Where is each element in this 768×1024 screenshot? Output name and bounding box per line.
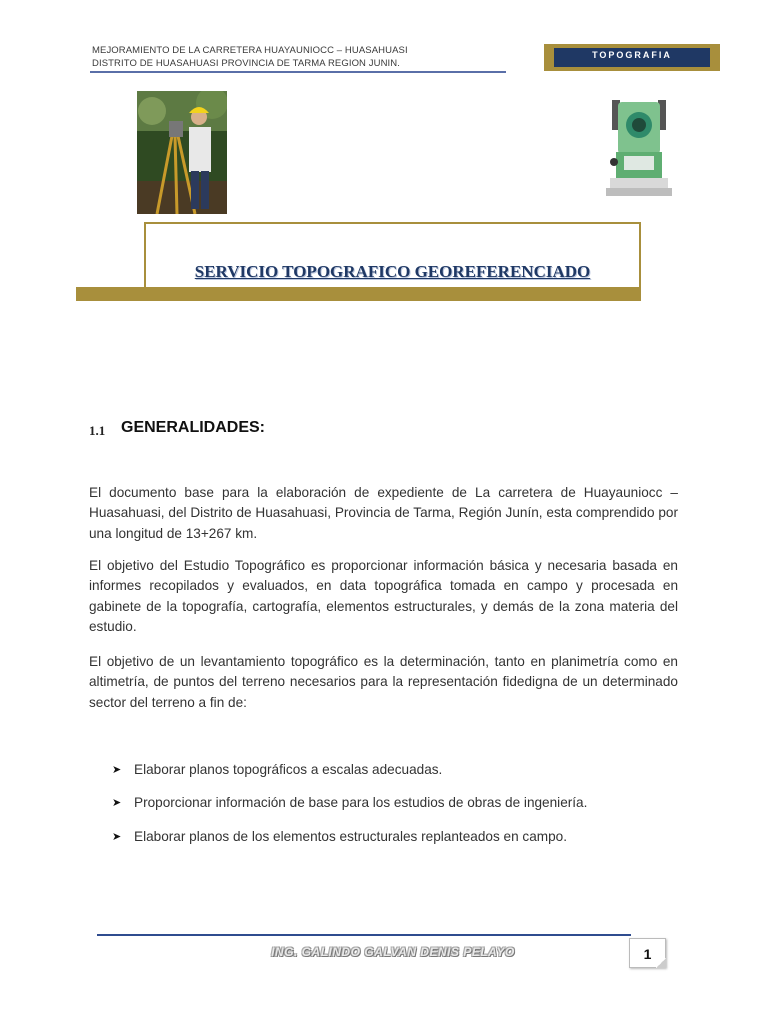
surveyor-photo bbox=[137, 91, 227, 214]
list-item bbox=[112, 826, 682, 846]
list-item bbox=[112, 759, 682, 779]
footer-divider bbox=[97, 934, 631, 936]
document-title: SERVICIO TOPOGRAFICO GEOREFERENCIADO bbox=[194, 262, 591, 281]
list-item-text: Elaborar planos topográficos a escalas adecuadas. bbox=[134, 761, 443, 777]
arrow-bullet-icon: ➤ bbox=[112, 830, 122, 843]
objectives-list bbox=[112, 759, 682, 860]
list-item-text: Elaborar planos de los elementos estructurales replanteados en campo. bbox=[134, 828, 567, 844]
header-divider bbox=[90, 71, 506, 73]
page-curl-icon bbox=[656, 958, 666, 968]
footer-author: ING. GALINDO GALVAN DENIS PELAYO bbox=[271, 945, 515, 959]
document-header bbox=[92, 44, 506, 70]
list-item bbox=[112, 793, 682, 813]
header-badge bbox=[544, 44, 720, 71]
header-line-2: DISTRITO DE HUASAHUASI PROVINCIA DE TARMA REGION JUNIN. bbox=[92, 58, 400, 69]
paragraph-2: El objetivo del Estudio Topográfico es proporcionar información básica y necesaria basada en informes recopilados y evaluados, en data topográfica tomada en campo y procesada en gabinete de la topografía, cartografía, elementos estructurales, y demás de la zona materia del estudio. bbox=[89, 558, 678, 635]
total-station-image bbox=[596, 92, 682, 200]
page-number bbox=[629, 938, 666, 968]
section-title: GENERALIDADES: bbox=[121, 419, 266, 436]
page-number-value: 1 bbox=[643, 946, 652, 962]
list-item-text: Proporcionar información de base para los estudios de obras de ingeniería. bbox=[134, 795, 588, 810]
header-line-1: MEJORAMIENTO DE LA CARRETERA HUAYAUNIOCC – HUASAHUASI bbox=[92, 45, 408, 56]
section-number: 1.1 bbox=[89, 423, 106, 438]
paragraph-3: El objetivo de un levantamiento topográfico es la determinación, tanto en planimetría como en altimetría, de puntos del terreno necesarios para la representación fidedigna de un determinado sector del terreno a fin de: bbox=[89, 654, 678, 710]
title-underbar bbox=[76, 287, 641, 301]
arrow-bullet-icon: ➤ bbox=[112, 763, 122, 776]
arrow-bullet-icon: ➤ bbox=[112, 797, 122, 809]
paragraph-1: El documento base para la elaboración de expediente de La carretera de Huayauniocc – Huasahuasi, del Distrito de Huasahuasi, Provincia de Tarma, Región Junín, esta comprendido por una longitud de 13+267 km. bbox=[89, 485, 678, 541]
header-badge-label: TOPOGRAFIA bbox=[554, 48, 710, 67]
